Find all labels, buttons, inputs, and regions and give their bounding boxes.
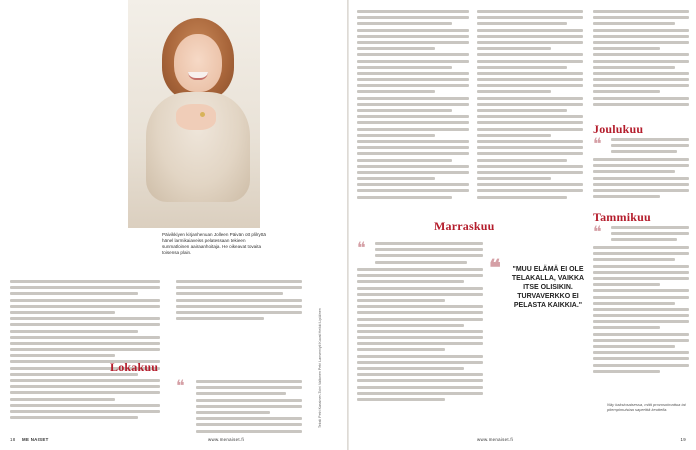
photo-ring xyxy=(200,112,205,117)
brand-name: ME NAISET xyxy=(22,437,49,442)
photo-caption: Päivikkiyen kirjanhenuan Jolleen Päivän ott plilryttä hänel larmikaiaveiss pelatessaan tekieen sunmatloinen aairaanhoitaja. He oikeavat tovaita toisensa plain. xyxy=(162,232,266,255)
quote-mark-icon: ❝ xyxy=(593,224,602,241)
pull-quote-mark-icon: ❝ xyxy=(489,255,501,280)
right-column-a-bottom-2 xyxy=(357,268,483,404)
heading-joulukuu: Joulukuu xyxy=(593,122,644,136)
quote-mark-icon: ❝ xyxy=(176,378,185,395)
right-column-c-top xyxy=(593,10,689,109)
subheading-lokakuu: Lokakuu xyxy=(110,360,159,374)
heading-tammikuu: Tammikuu xyxy=(593,210,651,224)
left-column-c xyxy=(196,380,302,436)
site-url-left: www.menaiset.fi xyxy=(208,437,245,442)
quote-mark-icon: ❝ xyxy=(357,240,366,257)
portrait-photo xyxy=(128,0,260,228)
quote-mark-icon: ❝ xyxy=(593,136,602,153)
right-column-c-mid-2 xyxy=(593,158,689,201)
left-column-b xyxy=(176,280,302,323)
site-url-right: www.menaiset.fi xyxy=(477,437,514,442)
pull-quote xyxy=(489,255,591,310)
page-number-left: 18 xyxy=(10,437,16,442)
right-column-c-mid xyxy=(611,138,689,157)
left-column-a xyxy=(10,280,160,422)
photo-hand xyxy=(176,104,216,130)
right-column-c-bottom-2 xyxy=(593,246,689,376)
page-number-right: 19 xyxy=(680,437,686,442)
vertical-credits xyxy=(318,228,330,428)
right-column-a-bottom xyxy=(375,242,483,267)
credits-text: Teksti Petri Kassinen-Toini Valtonen Petri Lansemiyti Kuvat Heikki Lipiäinen xyxy=(318,308,322,428)
heading-marraskuu: Marraskuu xyxy=(434,219,495,233)
side-note: Näy kaksiosaisessa, mitä provosoimattua tai pitempimuistaa saperittä keuttella. xyxy=(607,402,686,412)
pull-quote-text: "MUU ELÄMÄ EI OLE TELAKALLA, VAIKKA ITSE OLISIKIN. TURVAVERKKO EI PELASTA KAIKKIA." xyxy=(511,266,585,309)
right-column-b-top xyxy=(477,10,583,202)
right-column-a-top xyxy=(357,10,469,202)
right-column-c-bottom xyxy=(611,226,689,245)
right-page xyxy=(349,0,696,450)
photo-face xyxy=(174,34,222,92)
left-page xyxy=(0,0,347,450)
